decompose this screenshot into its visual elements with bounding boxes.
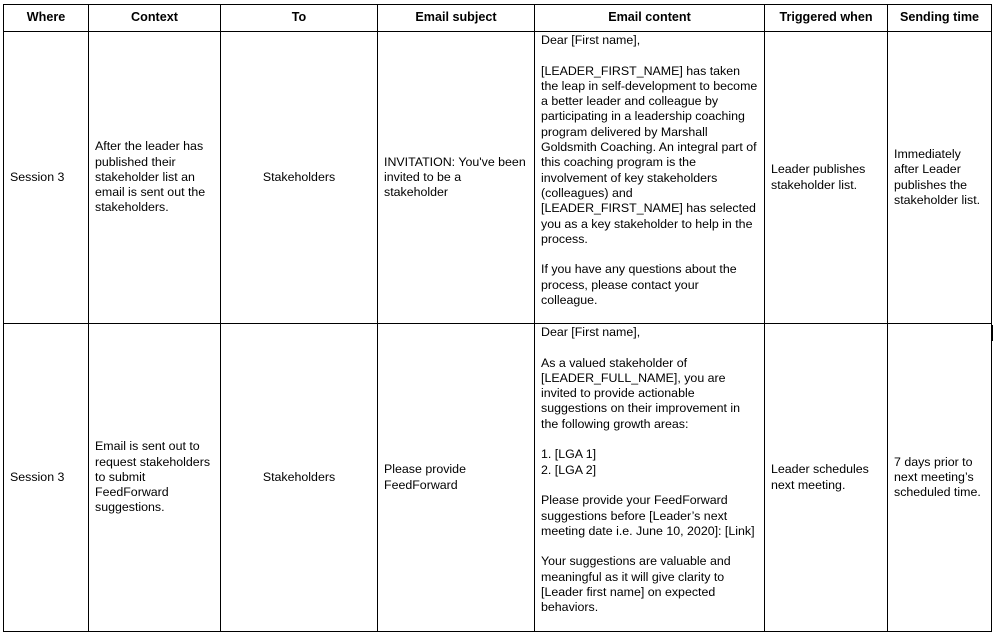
email-paragraph: [LEADER_FIRST_NAME] has taken the leap in self-development to become a better leader and colleague by participating in a leadership coaching program delivered by Marshall Goldsmith Coaching. An integral part of this coaching program is the involvement of key stakeholders (colleagues) and [LEADER_FIRST_NAME] has selected you as a key stakeholder to help in the process. xyxy=(541,63,758,246)
cell-sending-time: 7 days prior to next meeting’s scheduled time. xyxy=(888,324,992,632)
cell-to: Stakeholders xyxy=(221,324,378,632)
cell-email-content xyxy=(535,32,765,324)
email-triggers-table xyxy=(3,4,992,632)
cell-where: Session 3 xyxy=(4,32,89,324)
header-row xyxy=(4,5,992,32)
email-paragraph: If you have any questions about the process, please contact your colleague. xyxy=(541,262,737,308)
list-item: 2. [LGA 2] xyxy=(541,462,597,477)
cell-email-content xyxy=(535,324,765,632)
email-greeting: Dear [First name], xyxy=(541,33,641,47)
cell-context: Email is sent out to request stakeholders to submit FeedForward suggestions. xyxy=(89,324,221,632)
list-item: 1. [LGA 1] xyxy=(541,447,597,462)
email-greeting: Dear [First name], xyxy=(541,325,641,339)
cell-context: After the leader has published their stakeholder list an email is sent out the stakeholders. xyxy=(89,32,221,324)
cell-sending-time: Immediately after Leader publishes the stakeholder list. xyxy=(888,32,992,324)
email-paragraph: Please provide your FeedForward suggestions before [Leader’s next meeting date i.e. June 10, 2020]: [Link] xyxy=(541,493,755,538)
header-email-subject: Email subject xyxy=(378,5,535,32)
header-to: To xyxy=(221,5,378,32)
cell-email-subject: Please provide FeedForward xyxy=(378,324,535,632)
email-paragraph: As a valued stakeholder of [LEADER_FULL_NAME], you are invited to provide actionable suggestions on their improvement in the following growth areas: xyxy=(541,355,741,431)
header-context: Context xyxy=(89,5,221,32)
header-where: Where xyxy=(4,5,89,32)
table-row xyxy=(4,32,992,324)
header-sending-time: Sending time xyxy=(888,5,992,32)
cell-where: Session 3 xyxy=(4,324,89,632)
header-triggered-when: Triggered when xyxy=(765,5,888,32)
email-list xyxy=(541,447,758,478)
cell-email-subject: INVITATION: You've been invited to be a stakeholder xyxy=(378,32,535,324)
cell-to: Stakeholders xyxy=(221,32,378,324)
cell-triggered-when: Leader schedules next meeting. xyxy=(765,324,888,632)
email-paragraph: Your suggestions are valuable and meaningful as it will give clarity to [Leader first name] on expected behaviors. xyxy=(541,554,731,615)
header-email-content: Email content xyxy=(535,5,765,32)
cell-triggered-when: Leader publishes stakeholder list. xyxy=(765,32,888,324)
text-cursor-mark xyxy=(992,325,993,341)
table-row xyxy=(4,324,992,632)
